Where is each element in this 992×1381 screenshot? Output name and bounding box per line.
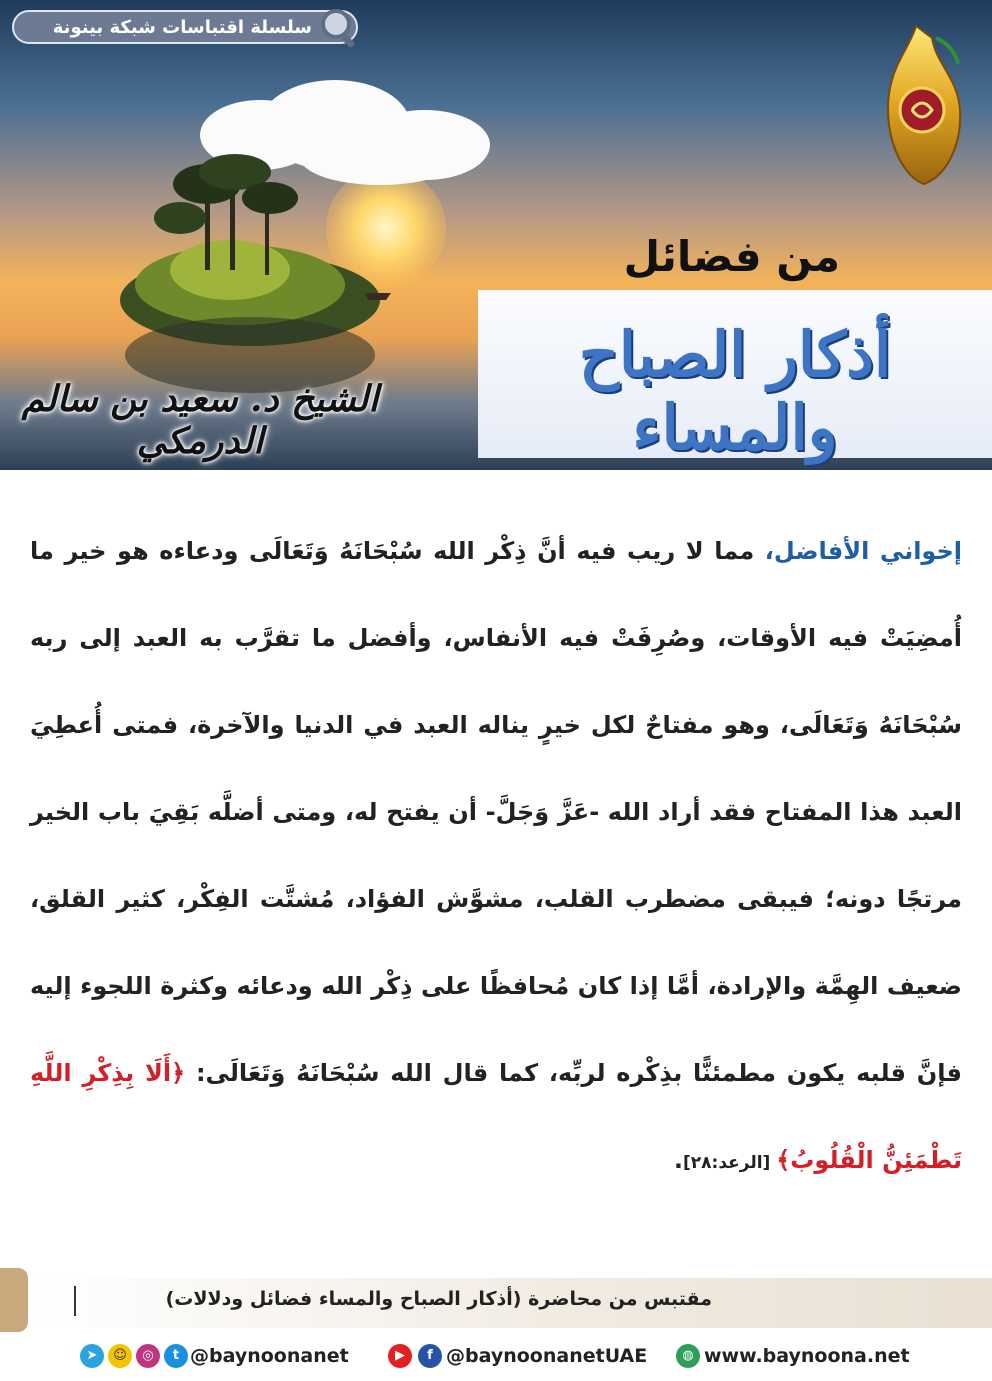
telegram-icon[interactable]: ➤: [80, 1344, 104, 1368]
website-link[interactable]: www.baynoona.net: [704, 1345, 910, 1367]
island-illustration: [80, 150, 400, 400]
footer-source-bar: [30, 1278, 992, 1328]
facebook-icon[interactable]: f: [418, 1344, 442, 1368]
article-paragraph: [30, 508, 962, 1207]
main-title: أذكار الصباح والمساء: [578, 318, 892, 464]
author-name: الشيخ د. سعيد بن سالم الدرمكي: [21, 378, 379, 462]
verse-reference: [الرعد:٢٨]: [682, 1153, 777, 1173]
snapchat-icon[interactable]: ☺: [108, 1344, 132, 1368]
twitter-icon[interactable]: t: [164, 1344, 188, 1368]
paragraph-text: مما لا ريب فيه أنَّ ذِكْر الله سُبْحَانَهُ وَتَعَالَى ودعاءه هو خير ما أُمضِيَتْ فيه الأوقات، وصُرِفَتْ فيه الأنفاس، وأفضل ما تقرَّب به العبد إلى ربه سُبْحَانَهُ وَتَعَالَى، وهو مفتاحٌ لكل خيرٍ يناله العبد في الدنيا والآخرة، فمتى أُعطِيَ العبد هذا المفتاح فقد أراد الله -عَزَّ وَجَلَّ- أن يفتح له، ومتى أضلَّه بَقِيَ باب الخير مرتجًا دونه؛ فيبقى مضطرب القلب، مشوَّش الفؤاد، مُشتَّت الفِكْر، كثير القلق، ضعيف الهِمَّة والإرادة، أمَّا إذا كان مُحافظًا على ذِكْر الله ودعائه وكثرة اللجوء إليه فإنَّ قلبه يكون مطمئنًّا بذِكْره لربِّه، كما قال الله سُبْحَانَهُ وَتَعَالَى:: [30, 537, 962, 1087]
search-icon: [318, 4, 362, 48]
quran-verse: ﴿أَلَا بِذِكْرِ اللَّهِ تَطْمَئِنُّ الْقُلُوبُ﴾: [30, 1059, 962, 1174]
series-label: سلسلة اقتباسات شبكة بينونة: [52, 17, 312, 38]
hero-banner: [0, 0, 992, 470]
paragraph-end: .: [673, 1146, 683, 1174]
handle-baynoonanetuae[interactable]: @baynoonanetUAE: [446, 1345, 648, 1367]
footer-divider: [74, 1286, 76, 1316]
instagram-icon[interactable]: ◎: [136, 1344, 160, 1368]
youtube-icon[interactable]: ▶: [388, 1344, 412, 1368]
title-box: [478, 290, 992, 464]
baynoona-logo: [876, 18, 972, 188]
social-links: [80, 1344, 920, 1372]
article-body: [30, 508, 962, 1207]
series-banner: [12, 10, 358, 44]
footer-tab: [0, 1268, 28, 1332]
source-note: مقتبس من محاضرة (أذكار الصباح والمساء فضائل ودلالات): [165, 1288, 712, 1310]
handle-baynoonanet[interactable]: @baynoonanet: [190, 1345, 349, 1367]
title-prefix: من فضائل: [623, 232, 840, 281]
globe-icon[interactable]: ◍: [676, 1344, 700, 1368]
lead-phrase: إخواني الأفاضل،: [764, 537, 962, 565]
